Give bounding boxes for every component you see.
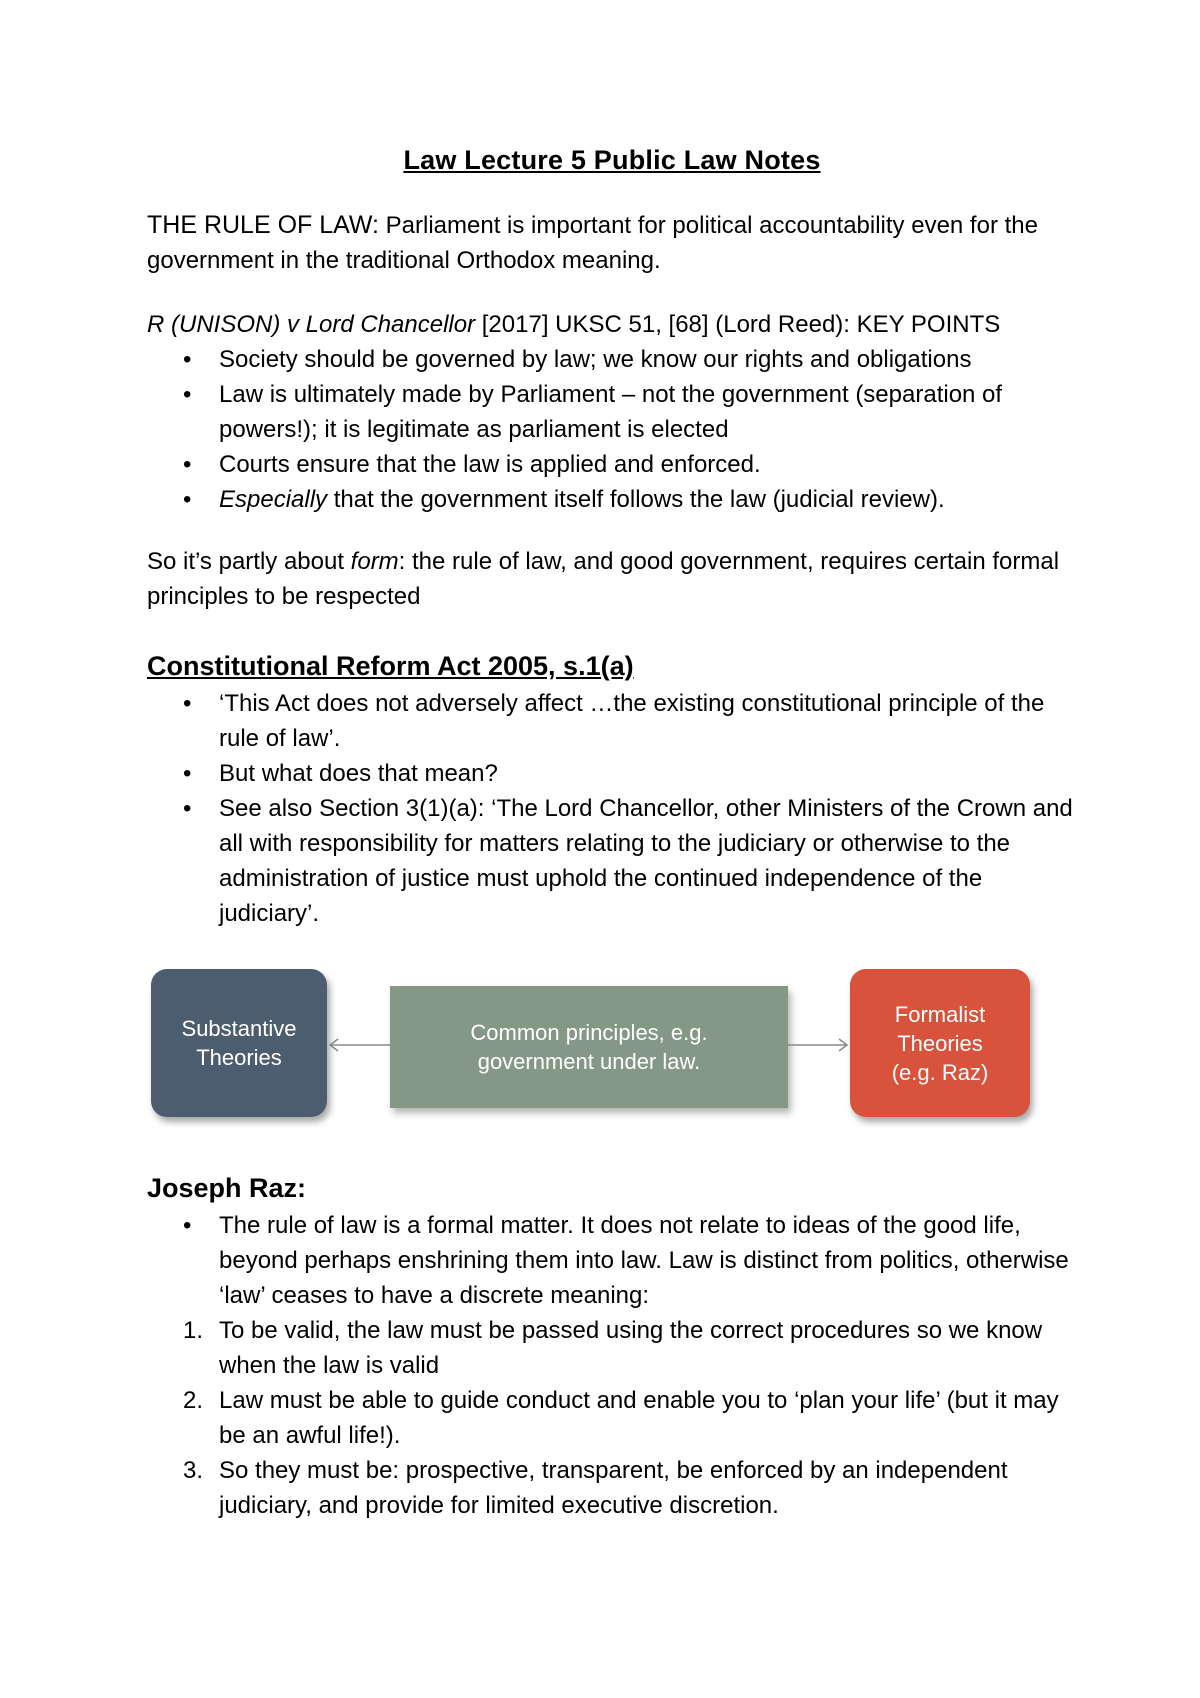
rule-of-law-text: Parliament is important for political accountability even for the government in the traditional Orthodox meaning. [147, 212, 1038, 274]
list-number: 3. [183, 1457, 204, 1484]
case-name: R (UNISON) v Lord Chancellor [147, 311, 476, 338]
rule-of-law-paragraph [147, 208, 1077, 278]
box-label: government under law. [477, 1049, 701, 1074]
substantive-theories-box [151, 969, 327, 1117]
case-citation [147, 307, 1077, 342]
case-key-points-list [147, 342, 1077, 517]
list-item [147, 377, 1077, 447]
bullet-icon: • [183, 1212, 192, 1239]
box-label: Substantive [181, 1016, 297, 1041]
list-item-text: Law must be able to guide conduct and enable you to ‘plan your life’ (but it may be an awful life!). [219, 1387, 1059, 1449]
box-label: Theories [196, 1045, 282, 1070]
document-page [147, 140, 1077, 1523]
bullet-icon: • [183, 346, 192, 373]
list-item [147, 1453, 1077, 1523]
emphasis: Especially [219, 486, 328, 513]
list-item-text: Law is ultimately made by Parliament – not the government (separation of powers!); it is legitimate as parliament is elected [219, 381, 1003, 443]
list-item-text: See also Section 3(1)(a): ‘The Lord Chancellor, other Ministers of the Crown and all with responsibility for matters relating to the judiciary or otherwise to the administration of justice must uphold the continued independence of the judiciary’. [219, 795, 1073, 927]
case-citation-text: [2017] UKSC 51, [68] (Lord Reed): KEY POINTS [475, 311, 1001, 338]
list-item-text: To be valid, the law must be passed using the correct procedures so we know when the law is valid [219, 1317, 1043, 1379]
bullet-icon: • [183, 760, 192, 787]
raz-numbered-list [147, 1313, 1077, 1523]
list-item [147, 482, 1077, 517]
list-item [147, 1313, 1077, 1383]
list-number: 1. [183, 1317, 204, 1344]
list-item [147, 1208, 1077, 1313]
list-item [147, 756, 1077, 791]
formalist-theories-box [850, 969, 1030, 1117]
document-title: Law Lecture 5 Public Law Notes [403, 145, 821, 175]
bullet-icon: • [183, 795, 192, 822]
box-label: Theories [897, 1030, 983, 1056]
left-arrow-icon [327, 1037, 390, 1053]
box-label: (e.g. Raz) [891, 1059, 989, 1085]
list-number: 2. [183, 1387, 204, 1414]
theories-diagram [147, 969, 1077, 1134]
list-item-text: Courts ensure that the law is applied and enforced. [219, 451, 761, 478]
list-item-text: ‘This Act does not adversely affect …the existing constitutional principle of the rule of law’. [219, 690, 1045, 752]
bullet-icon: • [183, 451, 192, 478]
cra-points-list [147, 686, 1077, 931]
box-label: Common principles, e.g. [470, 1020, 708, 1045]
bullet-icon: • [183, 690, 192, 717]
list-item [147, 686, 1077, 756]
list-item [147, 447, 1077, 482]
list-item [147, 791, 1077, 931]
rule-of-law-label: THE RULE OF LAW: [147, 211, 379, 239]
bullet-icon: • [183, 486, 192, 513]
list-item [147, 1383, 1077, 1453]
list-item [147, 342, 1077, 377]
form-paragraph-pre: So it’s partly about [147, 548, 351, 575]
list-item-text: Society should be governed by law; we know our rights and obligations [219, 346, 972, 373]
list-item-text: The rule of law is a formal matter. It does not relate to ideas of the good life, beyond perhaps enshrining them into law. Law is distinct from politics, otherwise ‘law’ ceases to have a discrete meaning: [219, 1212, 1069, 1309]
form-paragraph-post: : the rule of law, and good government, requires certain formal principles to be respected [147, 548, 1060, 610]
form-emphasis: form [350, 548, 399, 575]
raz-bullet-list [147, 1208, 1077, 1313]
common-principles-box [390, 986, 788, 1108]
list-item-text: that the government itself follows the law (judicial review). [327, 486, 945, 513]
list-item-text: So they must be: prospective, transparent, be enforced by an independent judiciary, and provide for limited executive discretion. [219, 1457, 1008, 1519]
bullet-icon: • [183, 381, 192, 408]
cra-heading: Constitutional Reform Act 2005, s.1(a) [147, 651, 634, 681]
right-arrow-icon [788, 1037, 850, 1053]
list-item-text: But what does that mean? [219, 760, 498, 787]
raz-heading: Joseph Raz: [147, 1173, 307, 1203]
box-label: Formalist [894, 1001, 986, 1027]
form-paragraph [147, 544, 1077, 614]
